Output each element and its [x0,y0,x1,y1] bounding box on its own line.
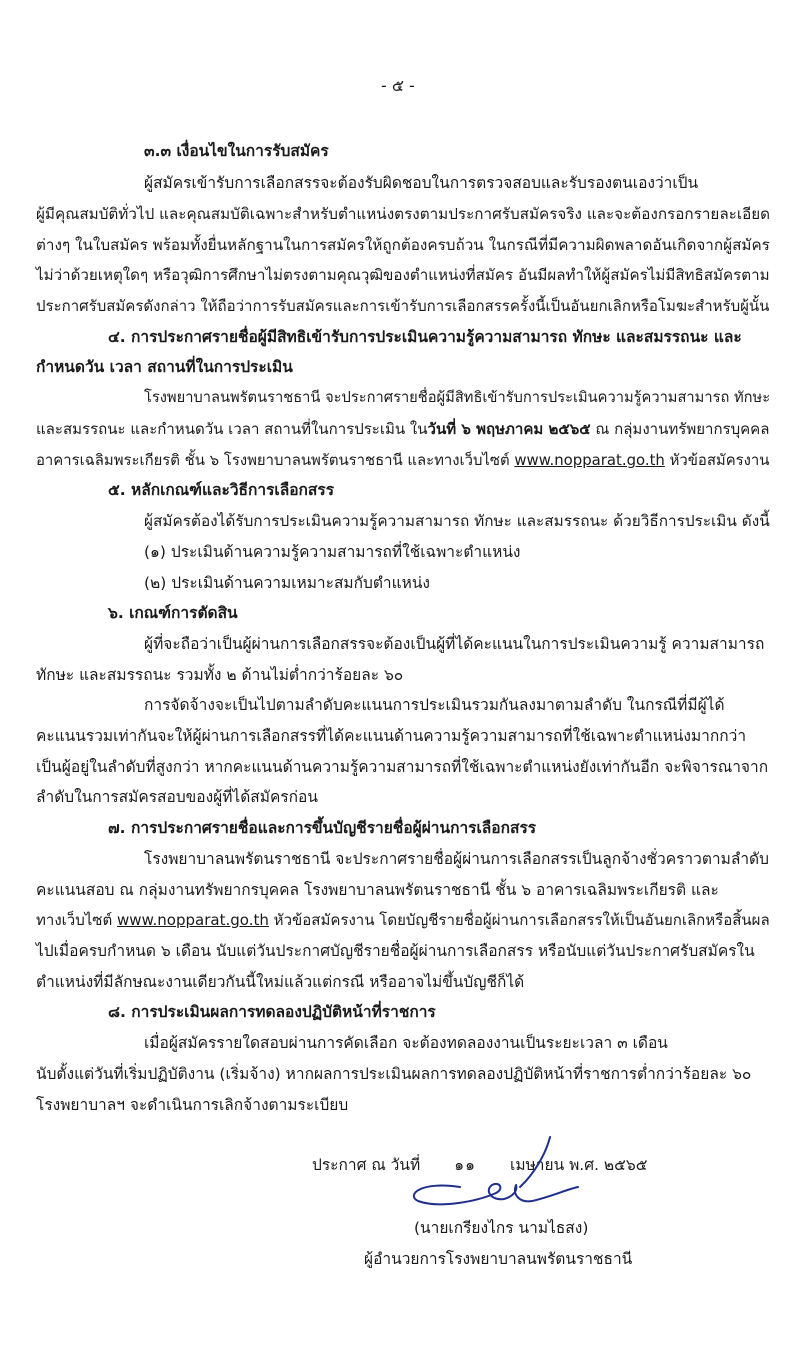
section-7-line-3: ทางเว็บไซต์ www.nopparat.go.th หัวข้อสมัครงาน โดยบัญชีรายชื่อผู้ผ่านการเลือกสรรให้เป็นอันยกเลิกหรือสิ้นผล [36,911,770,929]
section-4-line-1: โรงพยาบาลนพรัตนราชธานี จะประกาศรายชื่อผู้มีสิทธิเข้ารับการประเมินความรู้ความสามารถ ทักษะ [144,389,771,406]
exam-date: วันที่ ๖ พฤษภาคม ๒๕๖๕ [427,420,591,438]
section-7-line-5: ตำแหน่งที่มีลักษณะงานเดียวกันนี้ใหม่แล้วแต่กรณี หรืออาจไม่ขึ้นบัญชีก็ได้ [36,973,525,991]
section-7-line-1: โรงพยาบาลนพรัตนราชธานี จะประกาศรายชื่อผู้ผ่านการเลือกสรรเป็นลูกจ้างชั่วคราวตามลำดับ [144,850,769,868]
section-3-3-line-4: ไม่ว่าด้วยเหตุใดๆ หรือวุฒิการศึกษาไม่ตรงตามคุณวุฒิของตำแหน่งที่สมัคร อันมีผลทำให้ผู้สมัครไม่มีสิทธิสมัครตาม [36,266,770,284]
section-8-line-1: เมื่อผู้สมัครรายใดสอบผ่านการคัดเลือก จะต้องทดลองงานเป็นระยะเวลา ๓ เดือน [144,1034,668,1052]
section-5-heading: ๕. หลักเกณฑ์และวิธีการเลือกสรร [108,481,335,499]
section-8-line-2: นับตั้งแต่วันที่เริ่มปฏิบัติงาน (เริ่มจ้าง) หากผลการประเมินผลการทดลองปฏิบัติหน้าที่ราชการต่ำกว่าร้อยละ ๖๐ [36,1065,752,1083]
page-number: - ๕ - [381,76,415,95]
announcement-prefix: ประกาศ ณ วันที่ [312,1156,421,1174]
section-3-3-line-3: ต่างๆ ในใบสมัคร พร้อมทั้งยื่นหลักฐานในการสมัครให้ถูกต้องครบถ้วน ในกรณีที่มีความผิดพลาดอันเกิดจากผู้สมัคร [36,236,770,254]
section-4-heading-1: ๔. การประกาศรายชื่อผู้มีสิทธิเข้ารับการประเมินความรู้ความสามารถ ทักษะ และสมรรถนะ และ [108,328,742,346]
section-4-line-3: อาคารเฉลิมพระเกียรติ ชั้น ๖ โรงพยาบาลนพรัตนราชธานี และทางเว็บไซต์ www.nopparat.go.th หัวข้อสมัครงาน [36,451,770,469]
section-7-line-2: คะแนนสอบ ณ กลุ่มงานทรัพยากรบุคคล โรงพยาบาลนพรัตนราชธานี ชั้น ๖ อาคารเฉลิมพระเกียรติ และ [36,881,719,899]
section-6-line-5: เป็นผู้อยู่ในลำดับที่สูงกว่า หากคะแนนด้านความรู้ความสามารถที่ใช้เฉพาะตำแหน่งยังเท่ากันอีก จะพิจารณาจาก [36,758,769,776]
signatory-title: ผู้อำนวยการโรงพยาบาลนพรัตนราชธานี [364,1250,633,1268]
section-5-intro: ผู้สมัครต้องได้รับการประเมินความรู้ความสามารถ ทักษะ และสมรรถนะ ด้วยวิธีการประเมิน ดังนี้ [144,512,770,530]
section-6-line-1: ผู้ที่จะถือว่าเป็นผู้ผ่านการเลือกสรรจะต้องเป็นผู้ที่ได้คะแนนในการประเมินความรู้ ความสามารถ [144,635,765,653]
section-7-heading: ๗. การประกาศรายชื่อและการขึ้นบัญชีรายชื่อผู้ผ่านการเลือกสรร [108,819,537,837]
section-8-line-3: โรงพยาบาลฯ จะดำเนินการเลิกจ้างตามระเบียบ [36,1096,349,1114]
signature [400,1135,590,1215]
section-4-line-2: และสมรรถนะ และกำหนดวัน เวลา สถานที่ในการประเมิน ในวันที่ ๖ พฤษภาคม ๒๕๖๕ ณ กลุ่มงานทรัพยากรบุคคล [36,420,770,438]
section-6-line-2: ทักษะ และสมรรถนะ รวมทั้ง ๒ ด้านไม่ต่ำกว่าร้อยละ ๖๐ [36,666,404,684]
section-6-line-6: ลำดับในการสมัครสอบของผู้ที่ได้สมัครก่อน [36,788,318,806]
section-8-heading: ๘. การประเมินผลการทดลองปฏิบัติหน้าที่ราชการ [108,1003,436,1021]
section-3-3-line-1: ผู้สมัครเข้ารับการเลือกสรรจะต้องรับผิดชอบในการตรวจสอบและรับรองตนเองว่าเป็น [144,174,699,192]
section-6-heading: ๖. เกณฑ์การตัดสิน [108,604,238,622]
website-link[interactable]: www.nopparat.go.th [117,911,269,929]
section-5-item-2: (๒) ประเมินด้านความเหมาะสมกับตำแหน่ง [144,574,431,592]
section-6-line-4: คะแนนรวมเท่ากันจะให้ผู้ผ่านการเลือกสรรที่ได้คะแนนด้านความรู้ความสามารถที่ใช้เฉพาะตำแหน่งมากกว่า [36,727,747,745]
section-6-line-3: การจัดจ้างจะเป็นไปตามลำดับคะแนนการประเมินรวมกันลงมาตามลำดับ ในกรณีที่มีผู้ได้ [144,696,725,714]
announcement-month-year: เมษายน พ.ศ. ๒๕๖๕ [510,1156,648,1174]
announcement-day: ๑๑ [454,1156,476,1174]
section-3-3-line-5: ประกาศรับสมัครดังกล่าว ให้ถือว่าการรับสมัครและการเข้ารับการเลือกสรรครั้งนี้เป็นอันยกเลิกหรือโมฆะสำหรับผู้นั้น [36,297,770,315]
section-3-3-line-2: ผู้มีคุณสมบัติทั่วไป และคุณสมบัติเฉพาะสำหรับตำแหน่งตรงตามประกาศรับสมัครจริง และจะต้องกรอกรายละเอียด [36,205,771,223]
section-4-heading-2: กำหนดวัน เวลา สถานที่ในการประเมิน [36,358,293,376]
section-3-3-heading: ๓.๓ เงื่อนไขในการรับสมัคร [144,142,329,160]
signatory-name: (นายเกรียงไกร นามไธสง) [414,1219,589,1237]
website-link[interactable]: www.nopparat.go.th [514,451,665,469]
section-7-line-4: ไปเมื่อครบกำหนด ๖ เดือน นับแต่วันประกาศบัญชีรายชื่อผู้ผ่านการเลือกสรร หรือนับแต่วันประกาศรับสมัครใน [36,942,755,960]
section-5-item-1: (๑) ประเมินด้านความรู้ความสามารถที่ใช้เฉพาะตำแหน่ง [144,543,521,561]
